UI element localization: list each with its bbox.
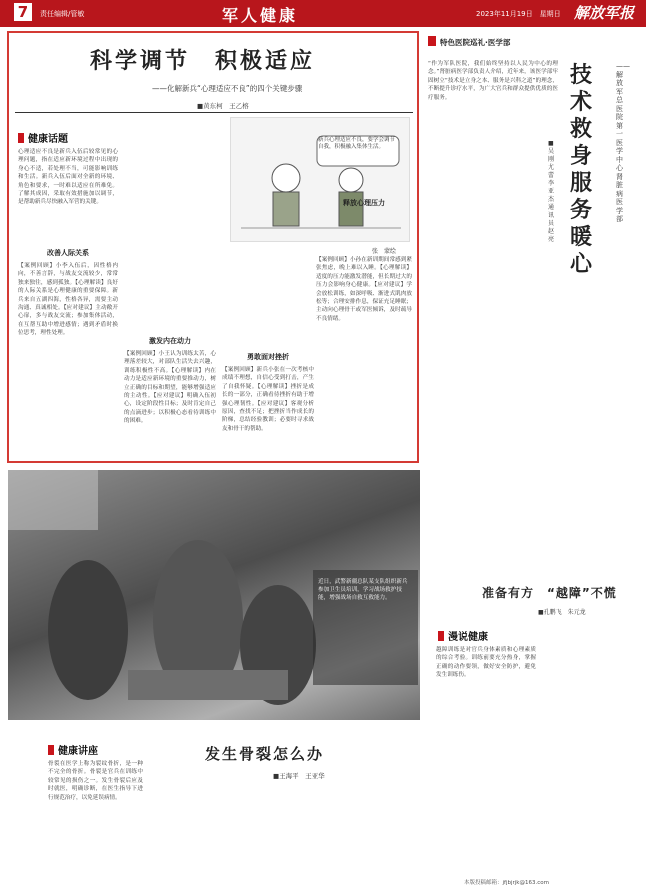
right-bottom-headline: 准备有方 “越障”不慌 — [482, 586, 617, 600]
feature-headline: 技术救身 服务暖心 — [569, 62, 615, 277]
subheading-relations: 改善人际关系 — [47, 249, 89, 257]
section-label-health-topic: 健康话题 — [18, 130, 68, 145]
feature-authors: ■吴刚 尤 蕾 李 亚 杰 通讯员 赵 亮 — [548, 140, 561, 243]
newspaper-logo: 解放军报 — [574, 4, 635, 22]
cartoon-speech-bubble: 新兵心理适应不良，要学会调节自我，积极融入集体生活。 — [318, 137, 396, 150]
column-text-2: 【案例回顾】小王认为训练太苦，心理落差较大，对部队生活失去兴趣，训练积极性不高。【心理解读】内在动力是适应新环境的重要推动力，树立正确的目标和期望，能够增强适应的主动性。【应对建议】明确入伍初心，设定阶段性目标；及时肯定自己的点滴进步；以积极心态看待训练中的困难。 — [124, 351, 216, 425]
photo-caption: 近日，武警新疆总队某支队组织新兵参加卫生员培训，学习战场救护技能，增强战场自救互救能力。 — [318, 579, 408, 601]
subheading-setbacks: 勇敢面对挫折 — [247, 353, 289, 361]
column-text-1b — [124, 262, 216, 292]
page-number: 7 — [14, 3, 32, 21]
bottom-byline: ■王海平 王亚华 — [273, 772, 325, 780]
issue-date: 2023年11月19日 星期日 — [476, 10, 561, 18]
divider — [15, 112, 413, 113]
section-label-lecture: 健康讲座 — [48, 742, 98, 757]
feature-body: “作为军队医院，我们始终坚持以人民为中心的理念。”肾脏病医学部负责人介绍，近年来，该医学部牢固树立“技术是立身之本、服务是兴科之道”的理念，不断提升诊疗水平，为广大官兵和群众提供优质的医疗服务。 — [428, 61, 558, 101]
red-marker-icon — [428, 36, 436, 46]
main-byline: ■黄东柯 王乙榕 — [197, 102, 249, 110]
right-bottom-byline: ■孔鹏飞 朱元龙 — [538, 609, 586, 616]
main-intro: 心理适应不良是新兵入伍后较常见的心理问题，指在适应新环境过程中出现的身心不适，若处理不当，可能影响训练和生活。新兵入伍后面对全新的环境、角色和要求，一时难以适应在所难免。了解其成因，采取有效措施加以调节，是帮助新兵尽快融入军营的关键。 — [18, 149, 118, 206]
column-text-1: 【案例回顾】小李入伍后，因性格内向，不善言辞，与战友交流较少，常常独来独往，感到孤独。【心理解读】良好的人际关系是心理健康的重要保障。新兵来自五湖四海，性格各异，需要主动沟通、真诚相处。【应对建议】主动敞开心扉，多与战友交流；参加集体活动，在互帮互助中增进感情；遇到矛盾时换位思考，理性处理。 — [18, 263, 118, 337]
right-bottom-body: 越障训练是对官兵身体素质和心理素质的综合考验。训练前要充分热身，掌握正确的动作要领，做好安全防护，避免发生训练伤。 — [436, 647, 536, 679]
column-text-3: 【案例回顾】新兵小张在一次考核中成绩不理想，自信心受到打击，产生了自我怀疑。【心理解读】挫折是成长的一部分，正确看待挫折有助于增强心理韧性。【应对建议】客观分析原因，查找不足；把挫折当作成长的阶梯，总结经验教训；必要时寻求战友和骨干的帮助。 — [222, 367, 314, 432]
section-title: 军人健康 — [222, 6, 299, 25]
bottom-headline: 发生骨裂怎么办 — [205, 745, 325, 763]
subheading-motivation: 激发内在动力 — [149, 337, 191, 345]
submission-email: 本版投稿邮箱：jfjbjrjk@163.com — [464, 880, 549, 886]
hospital-section-label: 特色医院巡礼·医学部 — [440, 38, 511, 47]
main-headline: 科学调节 积极适应 — [90, 48, 316, 74]
main-subhead: ——化解新兵“心理适应不良”的四个关键步骤 — [152, 84, 303, 93]
bottom-intro: 骨裂在医学上称为裂纹骨折，是一种不完全的骨折。骨裂是官兵在训练中较常见的损伤之一。发生骨裂后应及时就医，明确诊断，在医生指导下进行规范治疗，以免延误病情。 — [48, 761, 143, 801]
cartoon-author: 张 蒙绘 — [372, 248, 397, 255]
cartoon-illustration — [230, 117, 410, 242]
section-label-comic-health: 漫说健康 — [438, 628, 488, 643]
subheading-pressure: 释放心理压力 — [343, 199, 385, 207]
feature-subtitle: ——解放军总医院第一医学中心肾脏病医学部 — [616, 62, 630, 223]
channel-editor: 责任编辑/管敏 — [40, 10, 85, 18]
column-text-4: 【案例回顾】小孙在新训期间常感到紧张焦虑，晚上难以入睡。【心理解读】适度的压力能激发潜能，但长期过大的压力会影响身心健康。【应对建议】学会放松训练，如深呼吸、渐进式肌肉放松等；合理安排作息，保证充足睡眠；主动向心理骨干或军医倾诉，及时疏导不良情绪。 — [316, 257, 412, 322]
